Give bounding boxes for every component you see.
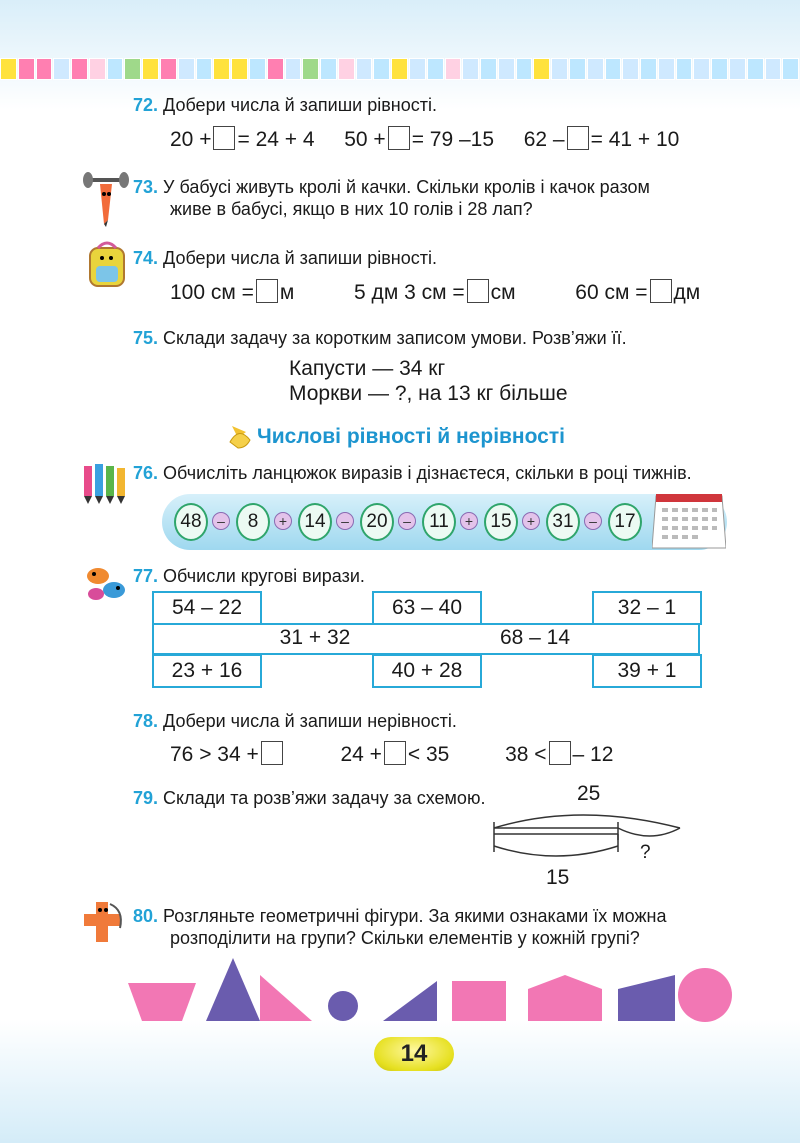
segment-scheme <box>490 806 685 868</box>
answer-box[interactable] <box>388 126 410 150</box>
stripe-square <box>409 58 426 80</box>
task-number: 75. <box>133 328 159 348</box>
stripe-square <box>427 58 444 80</box>
task-text: Склади та розв’яжи задачу за схемою. <box>163 788 486 808</box>
answer-box[interactable] <box>567 126 589 150</box>
stripe-square <box>765 58 782 80</box>
decorative-stripe <box>0 58 800 80</box>
stripe-square <box>36 58 53 80</box>
grid-cell: 23 + 16 <box>152 654 262 688</box>
section-title: Числові рівності й нерівності <box>257 425 565 448</box>
expression-chain <box>162 494 727 550</box>
large-circle-shape <box>678 968 732 1022</box>
grid-divider <box>152 623 154 655</box>
equation-part: = 24 + 4 <box>237 128 315 151</box>
inequality-part: 76 > 34 + <box>170 743 259 766</box>
pentagon-shape <box>528 975 602 1021</box>
bell-icon <box>226 422 252 450</box>
chain-operator: + <box>522 512 540 530</box>
chain-number: 48 <box>174 503 208 541</box>
right-triangle-shape <box>383 981 437 1021</box>
stripe-square <box>551 58 568 80</box>
equation-part: 60 см = <box>575 281 648 304</box>
calendar-icon <box>652 490 726 552</box>
triangle-shape <box>206 958 260 1021</box>
task-text: Склади задачу за коротким записом умови. Розв’яжи її. <box>163 328 627 348</box>
geometric-shapes <box>120 955 740 1027</box>
stripe-square <box>747 58 764 80</box>
task-76-header <box>133 462 692 484</box>
equation-part: 50 + <box>344 128 386 151</box>
answer-box[interactable] <box>384 741 406 765</box>
answer-box[interactable] <box>213 126 235 150</box>
task-74-header <box>133 247 437 269</box>
chain-number: 31 <box>546 503 580 541</box>
equation-part: 5 дм 3 см = <box>354 281 465 304</box>
stripe-square <box>480 58 497 80</box>
stripe-square <box>89 58 106 80</box>
grid-divider <box>698 623 700 655</box>
stripe-square <box>533 58 550 80</box>
scheme-top-value: 25 <box>577 782 601 805</box>
task-text-line1: У бабусі живуть кролі й качки. Скільки кролів і качок разом <box>163 177 650 197</box>
circular-expressions-grid <box>152 591 703 688</box>
square-shape <box>452 981 506 1021</box>
right-triangle-shape <box>260 975 312 1021</box>
stripe-square <box>587 58 604 80</box>
stripe-square <box>640 58 657 80</box>
task-78-header <box>133 710 457 732</box>
grid-cell: 68 – 14 <box>499 626 571 649</box>
answer-box[interactable] <box>261 741 283 765</box>
stripe-square <box>693 58 710 80</box>
task-number: 74. <box>133 248 159 268</box>
stripe-square <box>462 58 479 80</box>
stripe-square <box>231 58 248 80</box>
inequality-part: < 35 <box>407 743 450 766</box>
chain-number: 14 <box>298 503 332 541</box>
task-75-conditions <box>289 356 568 406</box>
task-74-equations <box>170 279 700 305</box>
stripe-square <box>391 58 408 80</box>
stripe-square <box>658 58 675 80</box>
task-77-header <box>133 565 365 587</box>
stripe-square <box>18 58 35 80</box>
stripe-square <box>445 58 462 80</box>
task-text: Обчисли кругові вирази. <box>163 566 365 586</box>
stripe-square <box>356 58 373 80</box>
stripe-square <box>498 58 515 80</box>
task-80 <box>133 905 733 949</box>
fish-circle-icon <box>84 562 128 604</box>
chain-operator: – <box>584 512 602 530</box>
pencils-icon <box>78 460 130 504</box>
quadrilateral-shape <box>618 975 675 1021</box>
task-number: 77. <box>133 566 159 586</box>
stripe-square <box>160 58 177 80</box>
chain-number: 8 <box>236 503 270 541</box>
task-text: Обчисліть ланцюжок виразів і дізнаєтеся, скільки в році тижнів. <box>163 463 692 483</box>
page-number: 14 <box>374 1037 454 1071</box>
chain-number: 11 <box>422 503 456 541</box>
grid-cell: 54 – 22 <box>152 591 262 625</box>
equation-part: см <box>490 281 516 304</box>
task-number: 80. <box>133 906 159 926</box>
task-number: 73. <box>133 177 159 197</box>
backpack-icon <box>84 238 130 290</box>
answer-box[interactable] <box>467 279 489 303</box>
weightlifter-pencil-icon <box>80 172 130 227</box>
inequality-part: 38 < <box>505 743 547 766</box>
task-text: Добери числа й запиши рівності. <box>163 95 437 115</box>
inequality-part: 24 + <box>340 743 382 766</box>
equation-part: = 41 + 10 <box>590 128 680 151</box>
task-79-header <box>133 787 485 809</box>
task-number: 76. <box>133 463 159 483</box>
stripe-square <box>267 58 284 80</box>
stripe-square <box>711 58 728 80</box>
stripe-square <box>178 58 195 80</box>
stripe-square <box>124 58 141 80</box>
trapezoid-shape <box>128 983 196 1021</box>
stripe-square <box>53 58 70 80</box>
task-73 <box>133 176 733 220</box>
stripe-square <box>285 58 302 80</box>
grid-cell: 39 + 1 <box>592 654 702 688</box>
condition-line: Моркви — ?, на 13 кг більше <box>289 382 568 405</box>
stripe-square <box>142 58 159 80</box>
task-78-inequalities <box>170 741 613 767</box>
math-character-icon <box>80 898 130 948</box>
stripe-square <box>729 58 746 80</box>
equation-part: м <box>279 281 295 304</box>
grid-cell: 31 + 32 <box>279 626 351 649</box>
stripe-square <box>302 58 319 80</box>
chain-operator: + <box>460 512 478 530</box>
equation-part: 100 см = <box>170 281 254 304</box>
stripe-square <box>516 58 533 80</box>
stripe-square <box>622 58 639 80</box>
grid-middle-band <box>152 623 698 655</box>
stripe-square <box>0 58 17 80</box>
task-text: Добери числа й запиши рівності. <box>163 248 437 268</box>
stripe-square <box>213 58 230 80</box>
inequality-part: – 12 <box>572 743 614 766</box>
chain-number: 17 <box>608 503 642 541</box>
equation-part: дм <box>673 281 701 304</box>
chain-number: 20 <box>360 503 394 541</box>
task-text: Добери числа й запиши нерівності. <box>163 711 457 731</box>
chain-operator: – <box>212 512 230 530</box>
answer-box[interactable] <box>650 279 672 303</box>
chain-operator: – <box>398 512 416 530</box>
grid-cell: 63 – 40 <box>372 591 482 625</box>
stripe-square <box>107 58 124 80</box>
chain-operator: + <box>274 512 292 530</box>
stripe-square <box>249 58 266 80</box>
grid-cell: 32 – 1 <box>592 591 702 625</box>
condition-line: Капусти — 34 кг <box>289 357 446 380</box>
task-text-line2: розподілити на групи? Скільки елементів у кожній групі? <box>170 928 640 948</box>
grid-cell: 40 + 28 <box>372 654 482 688</box>
scheme-bottom-value: 15 <box>546 866 570 889</box>
answer-box[interactable] <box>549 741 571 765</box>
stripe-square <box>71 58 88 80</box>
stripe-square <box>196 58 213 80</box>
task-72-equations <box>170 126 679 152</box>
scheme-question-mark: ? <box>640 842 651 863</box>
equation-part: 20 + <box>170 128 212 151</box>
stripe-square <box>320 58 337 80</box>
task-number: 79. <box>133 788 159 808</box>
stripe-square <box>338 58 355 80</box>
task-number: 72. <box>133 95 159 115</box>
task-72-header <box>133 94 437 116</box>
equation-part: = 79 –15 <box>411 128 495 151</box>
task-text-line1: Розгляньте геометричні фігури. За якими ознаками їх можна <box>163 906 667 926</box>
equation-part: 62 – <box>523 128 565 151</box>
stripe-square <box>676 58 693 80</box>
chain-operator: – <box>336 512 354 530</box>
answer-box[interactable] <box>256 279 278 303</box>
chain-number: 15 <box>484 503 518 541</box>
task-75-header <box>133 327 627 349</box>
task-text-line2: живе в бабусі, якщо в них 10 голів і 28 лап? <box>170 199 533 219</box>
stripe-square <box>782 58 799 80</box>
stripe-square <box>569 58 586 80</box>
small-circle-shape <box>328 991 358 1021</box>
stripe-square <box>373 58 390 80</box>
stripe-square <box>605 58 622 80</box>
task-number: 78. <box>133 711 159 731</box>
